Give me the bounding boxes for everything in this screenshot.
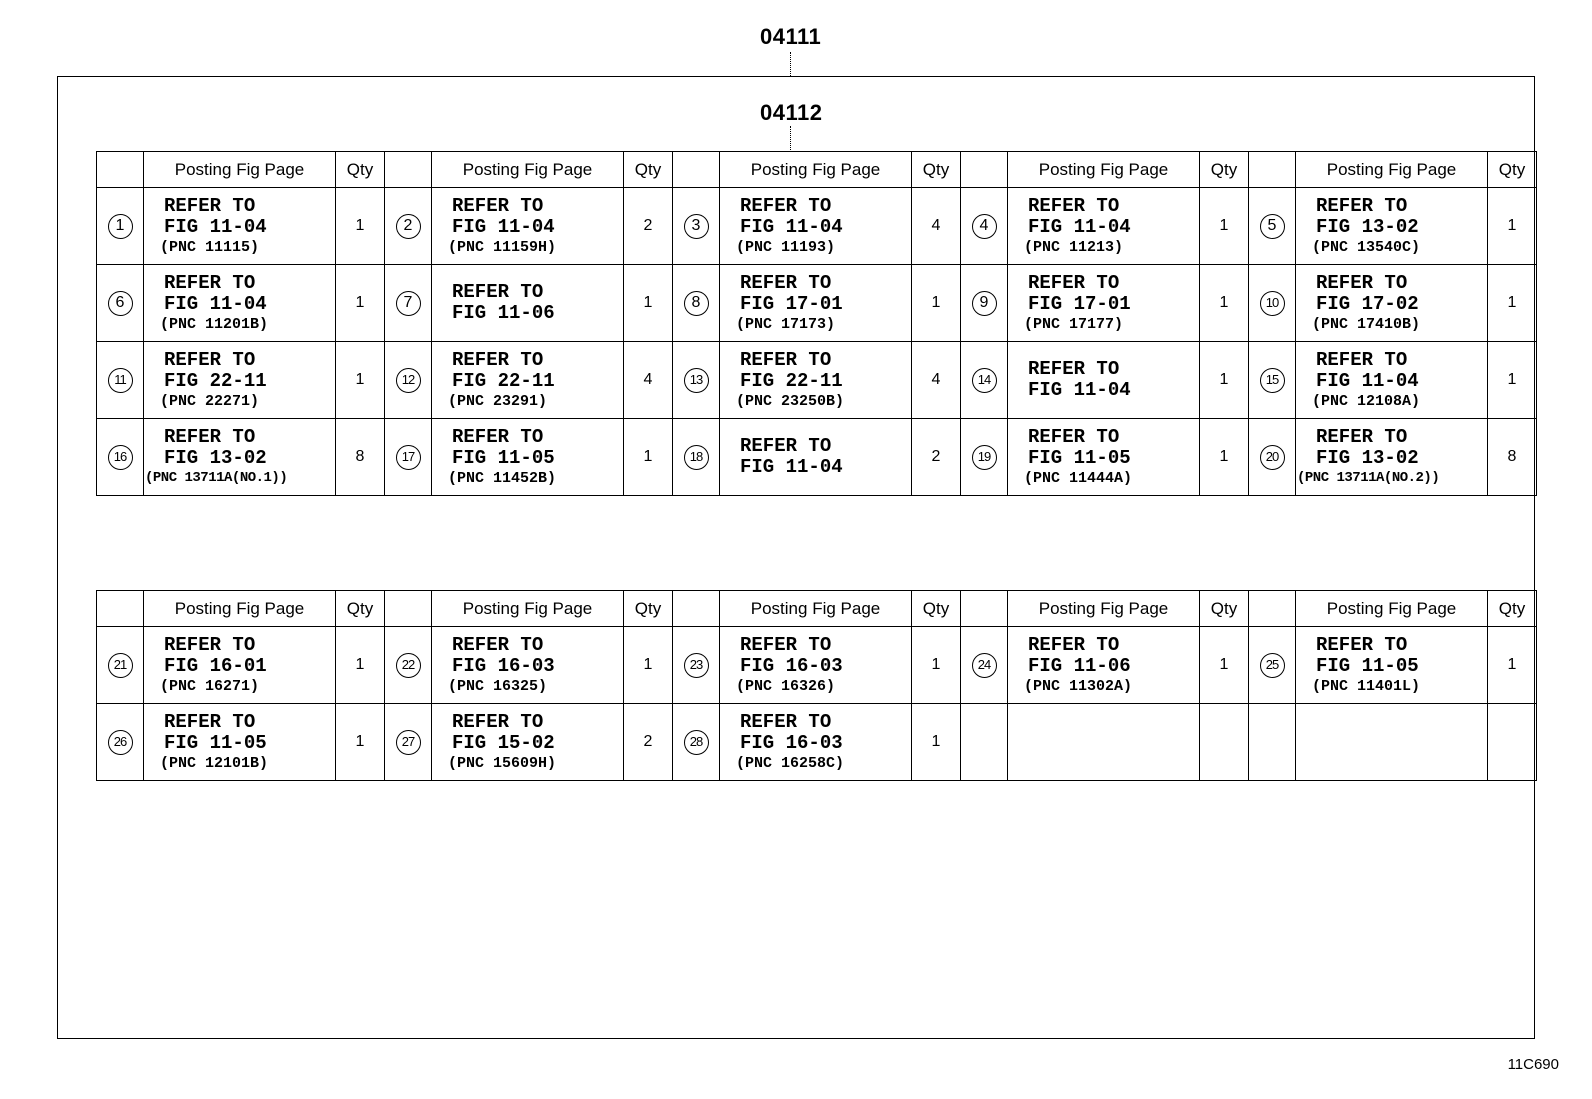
qty-cell: 8 [336, 419, 385, 496]
posting-fig-page-cell [1008, 188, 1200, 265]
item-number-circle: 2 [396, 214, 421, 239]
header-posting-fig-page: Posting Fig Page [1296, 591, 1488, 627]
posting-fig-page-cell [432, 188, 624, 265]
item-number-cell [1249, 419, 1296, 496]
pnc-reference: (PNC 11302A) [1024, 677, 1133, 695]
item-number-cell [97, 627, 144, 704]
posting-fig-page-cell [720, 265, 912, 342]
qty-cell: 1 [1200, 188, 1249, 265]
posting-fig-page-cell [1008, 342, 1200, 419]
item-number-circle: 26 [108, 730, 133, 755]
header-posting-fig-page: Posting Fig Page [720, 152, 912, 188]
qty-cell: 2 [624, 188, 673, 265]
qty-cell: 2 [912, 419, 961, 496]
posting-fig-page-cell [720, 419, 912, 496]
pnc-reference: (PNC 12108A) [1312, 392, 1421, 410]
item-number-circle: 12 [396, 368, 421, 393]
qty-cell: 4 [624, 342, 673, 419]
qty-cell: 2 [624, 704, 673, 781]
fig-reference: FIG 16-01 [164, 654, 267, 677]
item-number-circle: 20 [1260, 445, 1285, 470]
fig-reference: FIG 13-02 [1316, 446, 1419, 469]
posting-fig-page-cell [720, 704, 912, 781]
refer-to-text: REFER TO [452, 348, 544, 371]
item-number-circle: 9 [972, 291, 997, 316]
table-row [97, 419, 1537, 496]
fig-reference: FIG 17-01 [1028, 292, 1131, 315]
qty-cell: 1 [1488, 265, 1537, 342]
item-number-circle: 13 [684, 368, 709, 393]
item-number-cell [673, 419, 720, 496]
posting-fig-page-cell [720, 627, 912, 704]
item-number-cell [673, 704, 720, 781]
posting-fig-page-cell [1296, 419, 1488, 496]
header-qty: Qty [1488, 152, 1537, 188]
item-number-cell [961, 188, 1008, 265]
posting-fig-page-cell [720, 188, 912, 265]
pnc-reference: (PNC 11401L) [1312, 677, 1421, 695]
refer-to-text: REFER TO [1316, 271, 1408, 294]
table-row [97, 265, 1537, 342]
qty-cell: 1 [624, 419, 673, 496]
header-item-cell [97, 591, 144, 627]
refer-to-text: REFER TO [1316, 425, 1408, 448]
posting-fig-page-cell [1296, 342, 1488, 419]
table-header-row [97, 152, 1537, 188]
qty-cell: 1 [912, 627, 961, 704]
fig-reference: FIG 13-02 [1316, 215, 1419, 238]
qty-cell: 1 [336, 704, 385, 781]
item-number-circle: 28 [684, 730, 709, 755]
pnc-reference: (PNC 13711A(NO.1)) [145, 469, 288, 486]
pnc-reference: (PNC 16326) [736, 677, 836, 695]
refer-to-text: REFER TO [740, 710, 832, 733]
item-number-circle: 15 [1260, 368, 1285, 393]
item-number-cell [97, 419, 144, 496]
item-number-circle: 8 [684, 291, 709, 316]
posting-fig-page-cell [1008, 627, 1200, 704]
fig-reference: FIG 22-11 [452, 369, 555, 392]
qty-cell: 1 [336, 188, 385, 265]
item-number-cell [385, 265, 432, 342]
item-number-circle: 1 [108, 214, 133, 239]
table-row [97, 627, 1537, 704]
header-qty: Qty [912, 152, 961, 188]
fig-reference: FIG 11-04 [452, 215, 555, 238]
posting-fig-page-cell [1296, 704, 1488, 781]
fig-reference: FIG 11-04 [740, 456, 843, 478]
qty-cell: 1 [912, 704, 961, 781]
pnc-reference: (PNC 13711A(NO.2)) [1297, 469, 1440, 486]
fig-reference: FIG 11-04 [164, 215, 267, 238]
refer-to-text: REFER TO [164, 271, 256, 294]
posting-fig-page-cell [1296, 265, 1488, 342]
header-item-cell [961, 152, 1008, 188]
posting-fig-page-cell [1008, 419, 1200, 496]
qty-cell: 1 [1200, 342, 1249, 419]
fig-reference: FIG 11-06 [1028, 654, 1131, 677]
posting-fig-page-cell [144, 419, 336, 496]
pnc-reference: (PNC 13540C) [1312, 238, 1421, 256]
posting-fig-page-cell [432, 342, 624, 419]
refer-to-text: REFER TO [1028, 194, 1120, 217]
refer-to-text: REFER TO [164, 194, 256, 217]
qty-cell: 4 [912, 342, 961, 419]
header-qty: Qty [336, 152, 385, 188]
pnc-reference: (PNC 16258C) [736, 754, 845, 772]
header-item-cell [97, 152, 144, 188]
qty-cell: 1 [1200, 265, 1249, 342]
refer-to-text: REFER TO [164, 425, 256, 448]
posting-fig-page-cell [1008, 704, 1200, 781]
parts-reference-table-2 [96, 590, 1537, 781]
header-posting-fig-page: Posting Fig Page [1008, 152, 1200, 188]
item-number-circle: 11 [108, 368, 133, 393]
fig-reference: FIG 11-04 [1028, 379, 1131, 401]
item-number-cell [385, 342, 432, 419]
refer-to-text: REFER TO [452, 281, 544, 303]
fig-reference: FIG 11-05 [1028, 446, 1131, 469]
item-number-cell [961, 627, 1008, 704]
table-header-row [97, 591, 1537, 627]
pnc-reference: (PNC 11213) [1024, 238, 1124, 256]
posting-fig-page-cell [1008, 265, 1200, 342]
header-qty: Qty [912, 591, 961, 627]
pnc-reference: (PNC 12101B) [160, 754, 269, 772]
item-number-circle: 27 [396, 730, 421, 755]
header-qty: Qty [624, 591, 673, 627]
item-number-cell [673, 265, 720, 342]
item-number-circle: 5 [1260, 214, 1285, 239]
pnc-reference: (PNC 22271) [160, 392, 260, 410]
refer-to-text: REFER TO [740, 194, 832, 217]
qty-cell: 1 [624, 265, 673, 342]
pnc-reference: (PNC 11201B) [160, 315, 269, 333]
fig-reference: FIG 16-03 [740, 654, 843, 677]
fig-reference: FIG 11-05 [452, 446, 555, 469]
fig-reference: FIG 11-04 [1028, 215, 1131, 238]
pnc-reference: (PNC 17177) [1024, 315, 1124, 333]
qty-cell: 1 [336, 342, 385, 419]
fig-reference: FIG 15-02 [452, 731, 555, 754]
refer-to-text: REFER TO [164, 348, 256, 371]
item-number-cell [1249, 188, 1296, 265]
pnc-reference: (PNC 11444A) [1024, 469, 1133, 487]
header-item-cell [961, 591, 1008, 627]
header-item-cell [385, 591, 432, 627]
qty-cell: 1 [1200, 627, 1249, 704]
qty-cell [1200, 704, 1249, 781]
fig-reference: FIG 16-03 [740, 731, 843, 754]
posting-fig-page-cell [144, 265, 336, 342]
header-qty: Qty [336, 591, 385, 627]
refer-to-text: REFER TO [740, 271, 832, 294]
fig-reference: FIG 17-02 [1316, 292, 1419, 315]
qty-cell: 1 [1200, 419, 1249, 496]
refer-to-text: REFER TO [164, 710, 256, 733]
assembly-label-04112: 04112 [760, 100, 823, 125]
pnc-reference: (PNC 17173) [736, 315, 836, 333]
item-number-circle: 21 [108, 653, 133, 678]
item-number-cell [385, 704, 432, 781]
pnc-reference: (PNC 17410B) [1312, 315, 1421, 333]
header-posting-fig-page: Posting Fig Page [720, 591, 912, 627]
qty-cell [1488, 704, 1537, 781]
refer-to-text: REFER TO [1028, 358, 1120, 380]
qty-cell: 4 [912, 188, 961, 265]
fig-reference: FIG 17-01 [740, 292, 843, 315]
fig-reference: FIG 22-11 [164, 369, 267, 392]
refer-to-text: REFER TO [740, 348, 832, 371]
header-posting-fig-page: Posting Fig Page [144, 152, 336, 188]
item-number-cell [97, 265, 144, 342]
fig-reference: FIG 11-05 [1316, 654, 1419, 677]
header-posting-fig-page: Posting Fig Page [144, 591, 336, 627]
pnc-reference: (PNC 11452B) [448, 469, 557, 487]
item-number-circle: 16 [108, 445, 133, 470]
item-number-circle: 3 [684, 214, 709, 239]
item-number-circle: 14 [972, 368, 997, 393]
fig-reference: FIG 11-04 [1316, 369, 1419, 392]
header-item-cell [1249, 591, 1296, 627]
fig-reference: FIG 11-04 [164, 292, 267, 315]
refer-to-text: REFER TO [1028, 425, 1120, 448]
item-number-cell [385, 627, 432, 704]
item-number-cell [97, 704, 144, 781]
refer-to-text: REFER TO [452, 710, 544, 733]
pnc-reference: (PNC 16325) [448, 677, 548, 695]
fig-reference: FIG 16-03 [452, 654, 555, 677]
header-qty: Qty [1488, 591, 1537, 627]
header-qty: Qty [1200, 152, 1249, 188]
item-number-cell [961, 704, 1008, 781]
leader-line-04111 [790, 52, 791, 76]
refer-to-text: REFER TO [452, 633, 544, 656]
header-qty: Qty [1200, 591, 1249, 627]
table-row [97, 188, 1537, 265]
item-number-circle: 10 [1260, 291, 1285, 316]
item-number-cell [97, 342, 144, 419]
qty-cell: 1 [624, 627, 673, 704]
fig-reference: FIG 13-02 [164, 446, 267, 469]
item-number-cell [1249, 627, 1296, 704]
item-number-circle: 19 [972, 445, 997, 470]
item-number-circle: 17 [396, 445, 421, 470]
refer-to-text: REFER TO [740, 435, 832, 457]
item-number-circle: 6 [108, 291, 133, 316]
header-item-cell [385, 152, 432, 188]
item-number-circle: 24 [972, 653, 997, 678]
item-number-cell [97, 188, 144, 265]
item-number-cell [1249, 342, 1296, 419]
pnc-reference: (PNC 11193) [736, 238, 836, 256]
pnc-reference: (PNC 15609H) [448, 754, 557, 772]
refer-to-text: REFER TO [1028, 271, 1120, 294]
posting-fig-page-cell [432, 627, 624, 704]
qty-cell: 1 [1488, 342, 1537, 419]
fig-reference: FIG 11-06 [452, 302, 555, 324]
qty-cell: 1 [1488, 188, 1537, 265]
figure-code: 11C690 [1507, 1056, 1559, 1073]
item-number-circle: 25 [1260, 653, 1285, 678]
parts-reference-table-1 [96, 151, 1537, 496]
item-number-cell [673, 342, 720, 419]
posting-fig-page-cell [144, 342, 336, 419]
posting-fig-page-cell [144, 188, 336, 265]
refer-to-text: REFER TO [740, 633, 832, 656]
item-number-cell [385, 419, 432, 496]
pnc-reference: (PNC 11115) [160, 238, 260, 256]
posting-fig-page-cell [1296, 188, 1488, 265]
qty-cell: 1 [336, 265, 385, 342]
posting-fig-page-cell [432, 419, 624, 496]
qty-cell: 8 [1488, 419, 1537, 496]
header-qty: Qty [624, 152, 673, 188]
header-posting-fig-page: Posting Fig Page [432, 591, 624, 627]
posting-fig-page-cell [720, 342, 912, 419]
refer-to-text: REFER TO [1316, 194, 1408, 217]
item-number-cell [673, 188, 720, 265]
header-posting-fig-page: Posting Fig Page [1296, 152, 1488, 188]
item-number-circle: 18 [684, 445, 709, 470]
leader-line-04112 [790, 126, 791, 150]
table-row [97, 342, 1537, 419]
item-number-circle: 4 [972, 214, 997, 239]
refer-to-text: REFER TO [1028, 633, 1120, 656]
qty-cell: 1 [912, 265, 961, 342]
posting-fig-page-cell [144, 627, 336, 704]
pnc-reference: (PNC 16271) [160, 677, 260, 695]
assembly-label-04111: 04111 [760, 24, 822, 49]
item-number-cell [673, 627, 720, 704]
fig-reference: FIG 22-11 [740, 369, 843, 392]
qty-cell: 1 [336, 627, 385, 704]
item-number-cell [961, 265, 1008, 342]
posting-fig-page-cell [432, 265, 624, 342]
qty-cell: 1 [1488, 627, 1537, 704]
item-number-cell [1249, 704, 1296, 781]
posting-fig-page-cell [1296, 627, 1488, 704]
item-number-cell [1249, 265, 1296, 342]
header-item-cell [1249, 152, 1296, 188]
fig-reference: FIG 11-05 [164, 731, 267, 754]
item-number-cell [961, 342, 1008, 419]
pnc-reference: (PNC 23250B) [736, 392, 845, 410]
refer-to-text: REFER TO [452, 425, 544, 448]
header-item-cell [673, 152, 720, 188]
pnc-reference: (PNC 11159H) [448, 238, 557, 256]
refer-to-text: REFER TO [1316, 348, 1408, 371]
posting-fig-page-cell [144, 704, 336, 781]
pnc-reference: (PNC 23291) [448, 392, 548, 410]
item-number-circle: 23 [684, 653, 709, 678]
posting-fig-page-cell [432, 704, 624, 781]
header-item-cell [673, 591, 720, 627]
header-posting-fig-page: Posting Fig Page [1008, 591, 1200, 627]
item-number-circle: 7 [396, 291, 421, 316]
fig-reference: FIG 11-04 [740, 215, 843, 238]
refer-to-text: REFER TO [452, 194, 544, 217]
item-number-cell [961, 419, 1008, 496]
header-posting-fig-page: Posting Fig Page [432, 152, 624, 188]
refer-to-text: REFER TO [164, 633, 256, 656]
refer-to-text: REFER TO [1316, 633, 1408, 656]
item-number-circle: 22 [396, 653, 421, 678]
table-row [97, 704, 1537, 781]
item-number-cell [385, 188, 432, 265]
